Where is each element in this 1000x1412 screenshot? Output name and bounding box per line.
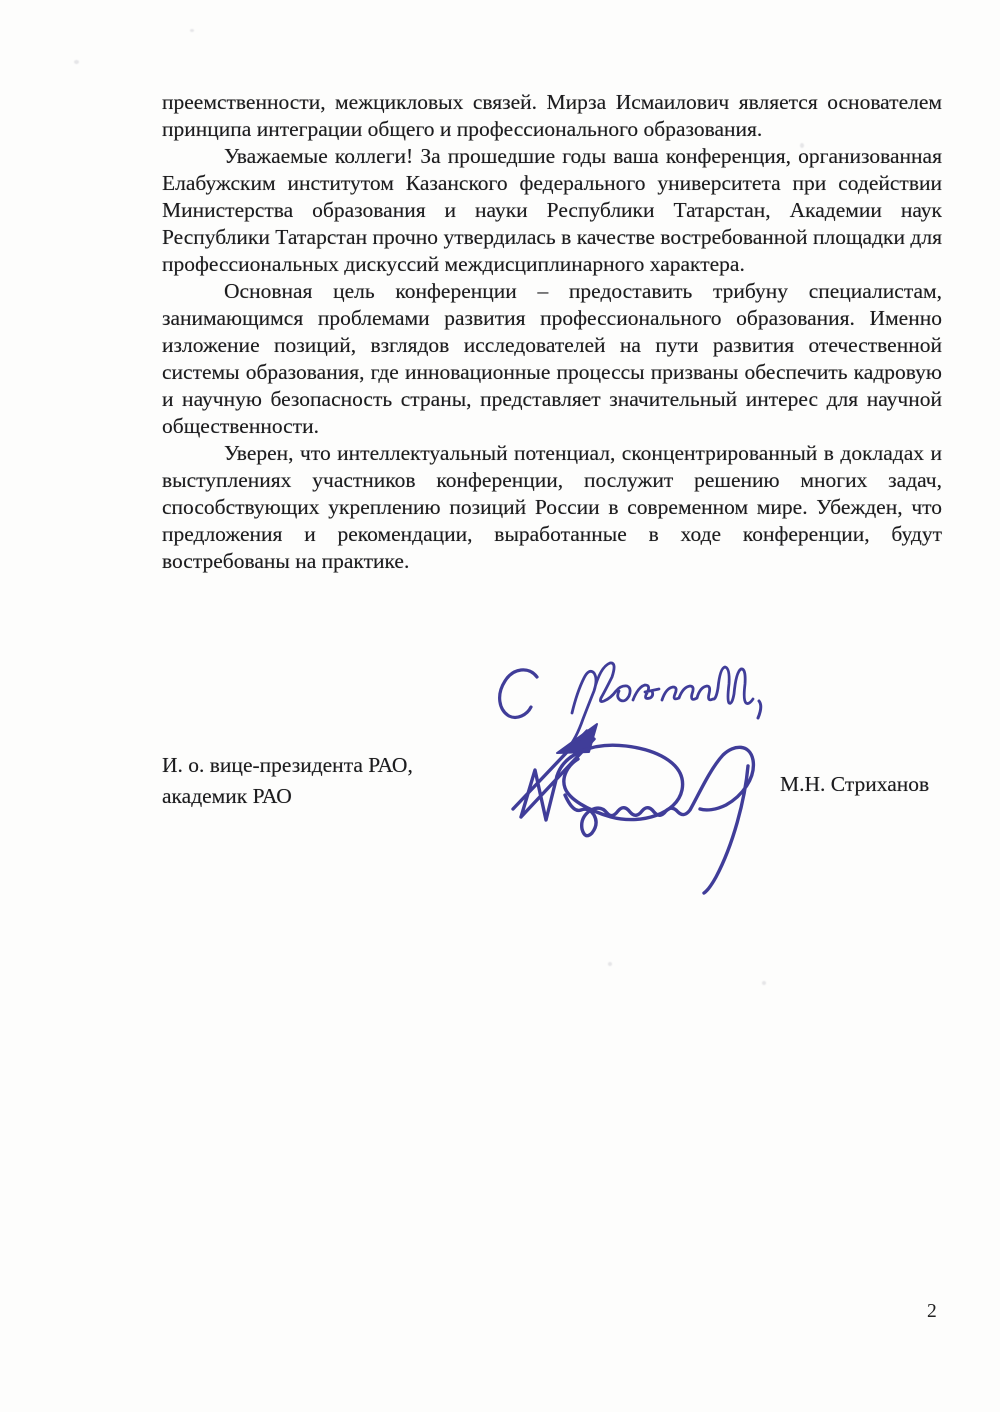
handwriting-c-stroke — [500, 670, 537, 718]
signer-name: М.Н. Стриханов — [780, 772, 930, 796]
letter-paragraph: Уверен, что интеллектуальный потенциал, сконцентрированный в докладах и выступлениях участников конференции, послужит решению многих задач, способствующих укреплению позиций России в современном мире. Убежден, что предложения и рекомендации, выработанные в ходе конференции, будут востребованы на практике. — [162, 441, 942, 573]
signer-titles — [162, 750, 413, 812]
handwriting-comma-stroke — [758, 701, 761, 718]
scan-speck — [608, 962, 612, 966]
signature-scribble-stroke — [565, 747, 753, 893]
letter-body — [162, 89, 942, 575]
letter-paragraph: Основная цель конференции – предоставить трибуну специалистам, занимающимся проблемами развития профессионального образования. Именно изложение позиций, взглядов исследователей на пути развития отечественной системы образования, где инновационные процессы призваны обеспечить кадровую и научную безопасность страны, представляет значительный интерес для научной общественности. — [162, 279, 942, 438]
letter-paragraph: преемственности, межцикловых связей. Мирза Исмаилович является основателем принципа интеграции общего и профессионального образования. — [162, 90, 942, 141]
signer-title-line: академик РАО — [162, 784, 292, 808]
signer-title-line: И. о. вице-президента РАО, — [162, 753, 413, 777]
letter-paragraph: Уважаемые коллеги! За прошедшие годы ваша конференция, организованная Елабужским институтом Казанского федерального университета при содействии Министерства образования и науки Республики Татарстан, Академии наук Республики Татарстан прочно утвердилась в качестве востребованной площадки для профессиональных дискуссий междисциплинарного характера. — [162, 144, 942, 276]
handwritten-signature — [480, 640, 810, 910]
scan-speck — [190, 29, 194, 32]
page-number: 2 — [927, 1301, 937, 1322]
scan-speck — [762, 981, 766, 985]
handwriting-word-stroke — [568, 663, 753, 748]
scan-speck — [74, 60, 79, 64]
